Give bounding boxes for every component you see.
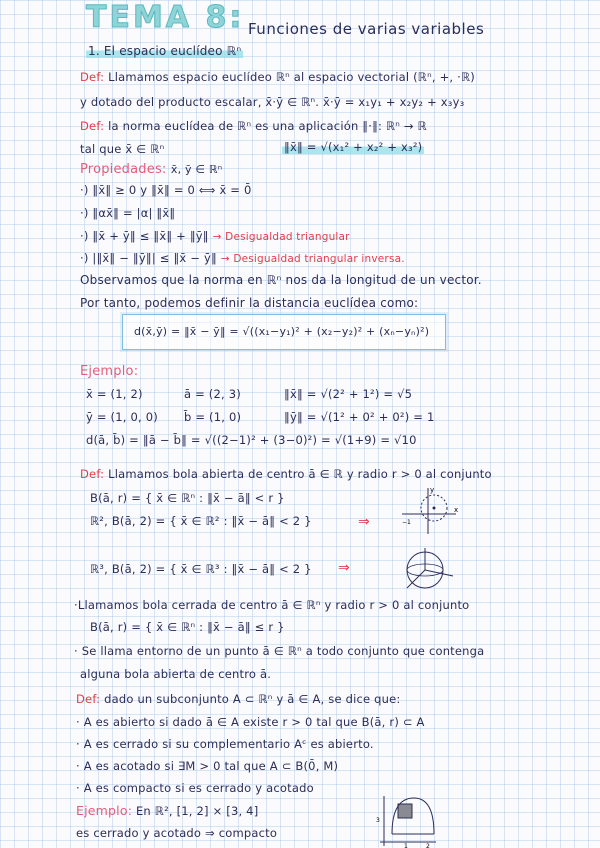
def-subconjunto: Def: dado un subconjunto A ⊂ ℝⁿ y ā ∈ A, se dice que: (76, 692, 401, 706)
compacto-def: · A es compacto si es cerrado y acotado (76, 781, 314, 795)
bola-cerrada-formula: B(ā, r) = { x̄ ∈ ℝⁿ : ‖x̄ − ā‖ ≤ r } (90, 620, 285, 634)
ejemplo2: Ejemplo: En ℝ², [1, 2] × [3, 4] (76, 803, 259, 818)
ejemplo-x: x̄ = (1, 2) (86, 387, 143, 401)
propiedades-heading: Propiedades: x̄, ȳ ∈ ℝⁿ (80, 162, 223, 177)
bola-cerrada-def: ·Llamamos bola cerrada de centro ā ∈ ℝⁿ y radio r > 0 al conjunto (74, 598, 470, 612)
graph-compact-tick-1: 1 (404, 843, 408, 848)
ejemplo-b: b̄ = (1, 0) (184, 410, 242, 424)
propiedad-4: ·) |‖x̄‖ − ‖ȳ‖| ≤ ‖x̄ − ȳ‖ → Desigualdad triangular inversa. (80, 251, 405, 265)
bola-abierta-formula: B(ā, r) = { x̄ ∈ ℝⁿ : ‖x̄ − ā‖ < r } (90, 491, 285, 505)
graph-r2-tick: −1 (402, 519, 411, 526)
graph-r2-y-label: y (430, 486, 435, 494)
graph-compact-square (374, 794, 440, 848)
propiedad-2: ·) ‖αx̄‖ = |α| ‖x̄‖ (80, 206, 176, 220)
page-subtitle: Funciones de varias variables (248, 20, 485, 38)
graph-r2-circle (394, 484, 464, 536)
propiedad-3: ·) ‖x̄ + ȳ‖ ≤ ‖x̄‖ + ‖ȳ‖ → Desigualdad triangular (80, 229, 350, 243)
observacion-2: Por tanto, podemos definir la distancia euclídea como: (80, 296, 419, 310)
graph-compact-tick-2: 2 (426, 843, 430, 848)
ejemplo2-resultado: es cerrado y acotado ⇒ compacto (76, 826, 278, 840)
def-bola-abierta: Def: Llamamos bola abierta de centro ā ∈ ℝ y radio r > 0 al conjunto (80, 467, 492, 481)
arrow-r2-icon: ⇒ (358, 514, 370, 530)
distancia-formula: d(x̄,ȳ) = ‖x̄ − ȳ‖ = √((x₁−y₁)² + (x₂−y₂)² + (xₙ−yₙ)²) (134, 325, 430, 338)
def-norma: Def: la norma euclídea de ℝⁿ es una aplicación ‖·‖: ℝⁿ → ℝ (80, 119, 427, 133)
graph-compact-tick-3: 3 (376, 817, 380, 824)
propiedad-1: ·) ‖x̄‖ ≥ 0 y ‖x̄‖ = 0 ⟺ x̄ = 0̄ (80, 183, 252, 197)
ejemplo-heading: Ejemplo: (80, 364, 139, 379)
abierto-def: · A es abierto si dado ā ∈ A existe r > 0 tal que B(ā, r) ⊂ A (76, 715, 425, 729)
producto-escalar: y dotado del producto escalar, x̄·ȳ ∈ ℝⁿ. x̄·ȳ = x₁y₁ + x₂y₂ + x₃y₃ (80, 95, 465, 109)
entorno-def: · Se llama entorno de un punto ā ∈ ℝⁿ a todo conjunto que contenga (74, 644, 485, 658)
ejemplo-distancia: d(ā, b̄) = ‖ā − b̄‖ = √((2−1)² + (3−0)²) = √(1+9) = √10 (86, 433, 417, 447)
cerrado-def: · A es cerrado si su complementario Aᶜ es abierto. (76, 737, 374, 751)
section-heading: 1. El espacio euclídeo ℝⁿ (88, 44, 242, 58)
ejemplo-a: ā = (2, 3) (184, 387, 241, 401)
observacion-1: Observamos que la norma en ℝⁿ nos da la longitud de un vector. (80, 273, 482, 287)
def-espacio-euclideo: Def: Llamamos espacio euclídeo ℝⁿ al espacio vectorial (ℝⁿ, +, ·ℝ) (80, 70, 475, 84)
ejemplo-norma-x: ‖x̄‖ = √(2² + 1²) = √5 (284, 387, 413, 401)
graph-r2-x-label: x (454, 506, 459, 514)
bola-r2: ℝ², B(ā, 2) = { x̄ ∈ ℝ² : ‖x̄ − ā‖ < 2 } (90, 514, 312, 528)
ejemplo-y: ȳ = (1, 0, 0) (86, 410, 158, 424)
graph-r3-sphere (395, 546, 457, 594)
entorno-def-2: alguna bola abierta de centro ā. (80, 667, 272, 681)
norma-formula: ‖x̄‖ = √(x₁² + x₂² + x₃²) (284, 140, 423, 154)
acotado-def: · A es acotado si ∃M > 0 tal que A ⊂ B(0̄, M) (76, 759, 339, 773)
arrow-r3-icon: ⇒ (338, 560, 350, 576)
page-title: TEMA 8: (86, 0, 245, 35)
ejemplo-norma-y: ‖ȳ‖ = √(1² + 0² + 0²) = 1 (284, 410, 435, 424)
norma-tal-que: tal que x̄ ∈ ℝⁿ (80, 142, 165, 156)
bola-r3: ℝ³, B(ā, 2) = { x̄ ∈ ℝ³ : ‖x̄ − ā‖ < 2 } (90, 562, 312, 576)
